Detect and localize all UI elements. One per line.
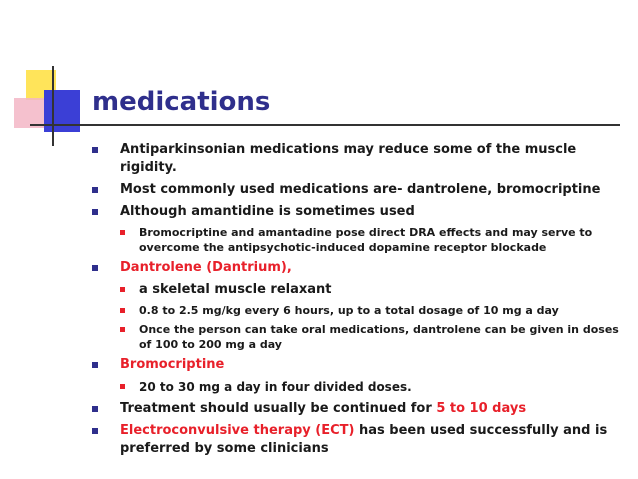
bullet-bromocriptine: Bromocriptine (86, 356, 631, 374)
red-square-bullet-icon (120, 384, 125, 389)
subbullet-dra-effects: Bromocriptine and amantadine pose direct DRA effects and may serve to overcome the antipsychotic-induced dopamine receptor blockade (120, 225, 631, 255)
square-bullet-icon (92, 209, 98, 215)
red-square-bullet-icon (120, 327, 125, 332)
bullet-amantidine: Although amantidine is sometimes used (86, 203, 631, 221)
red-square-bullet-icon (120, 230, 125, 235)
square-bullet-icon (92, 265, 98, 271)
subbullet-bromocriptine-dosage: 20 to 30 mg a day in four divided doses. (120, 378, 631, 396)
subbullet-muscle-relaxant: a skeletal muscle relaxant (120, 281, 631, 299)
square-bullet-icon (92, 406, 98, 412)
decor-vertical-line (52, 66, 54, 146)
ect-highlight: Electroconvulsive therapy (ECT) (120, 423, 355, 438)
square-bullet-icon (92, 147, 98, 153)
bullet-dantrolene: Dantrolene (Dantrium), (86, 259, 631, 277)
subbullet-dantrolene-dosage: 0.8 to 2.5 mg/kg every 6 hours, up to a total dosage of 10 mg a day (120, 303, 631, 318)
bullet-common-medications: Most commonly used medications are- dantrolene, bromocriptine (86, 181, 631, 199)
slide-title: medications (92, 87, 271, 117)
bullet-antiparkinsonian: Antiparkinsonian medications may reduce some of the muscle rigidity. (86, 141, 631, 177)
bullet-treatment-duration: Treatment should usually be continued for 5 to 10 days (86, 400, 631, 418)
square-bullet-icon (92, 187, 98, 193)
slide-content (86, 141, 631, 462)
title-underline (30, 124, 620, 126)
duration-highlight: 5 to 10 days (436, 401, 527, 416)
red-square-bullet-icon (120, 308, 125, 313)
red-square-bullet-icon (120, 287, 125, 292)
square-bullet-icon (92, 428, 98, 434)
bullet-ect: Electroconvulsive therapy (ECT) has been used successfully and is preferred by some clinicians (86, 422, 631, 458)
subbullet-dantrolene-oral: Once the person can take oral medications, dantrolene can be given in doses of 100 to 200 mg a day (120, 322, 631, 352)
square-bullet-icon (92, 362, 98, 368)
